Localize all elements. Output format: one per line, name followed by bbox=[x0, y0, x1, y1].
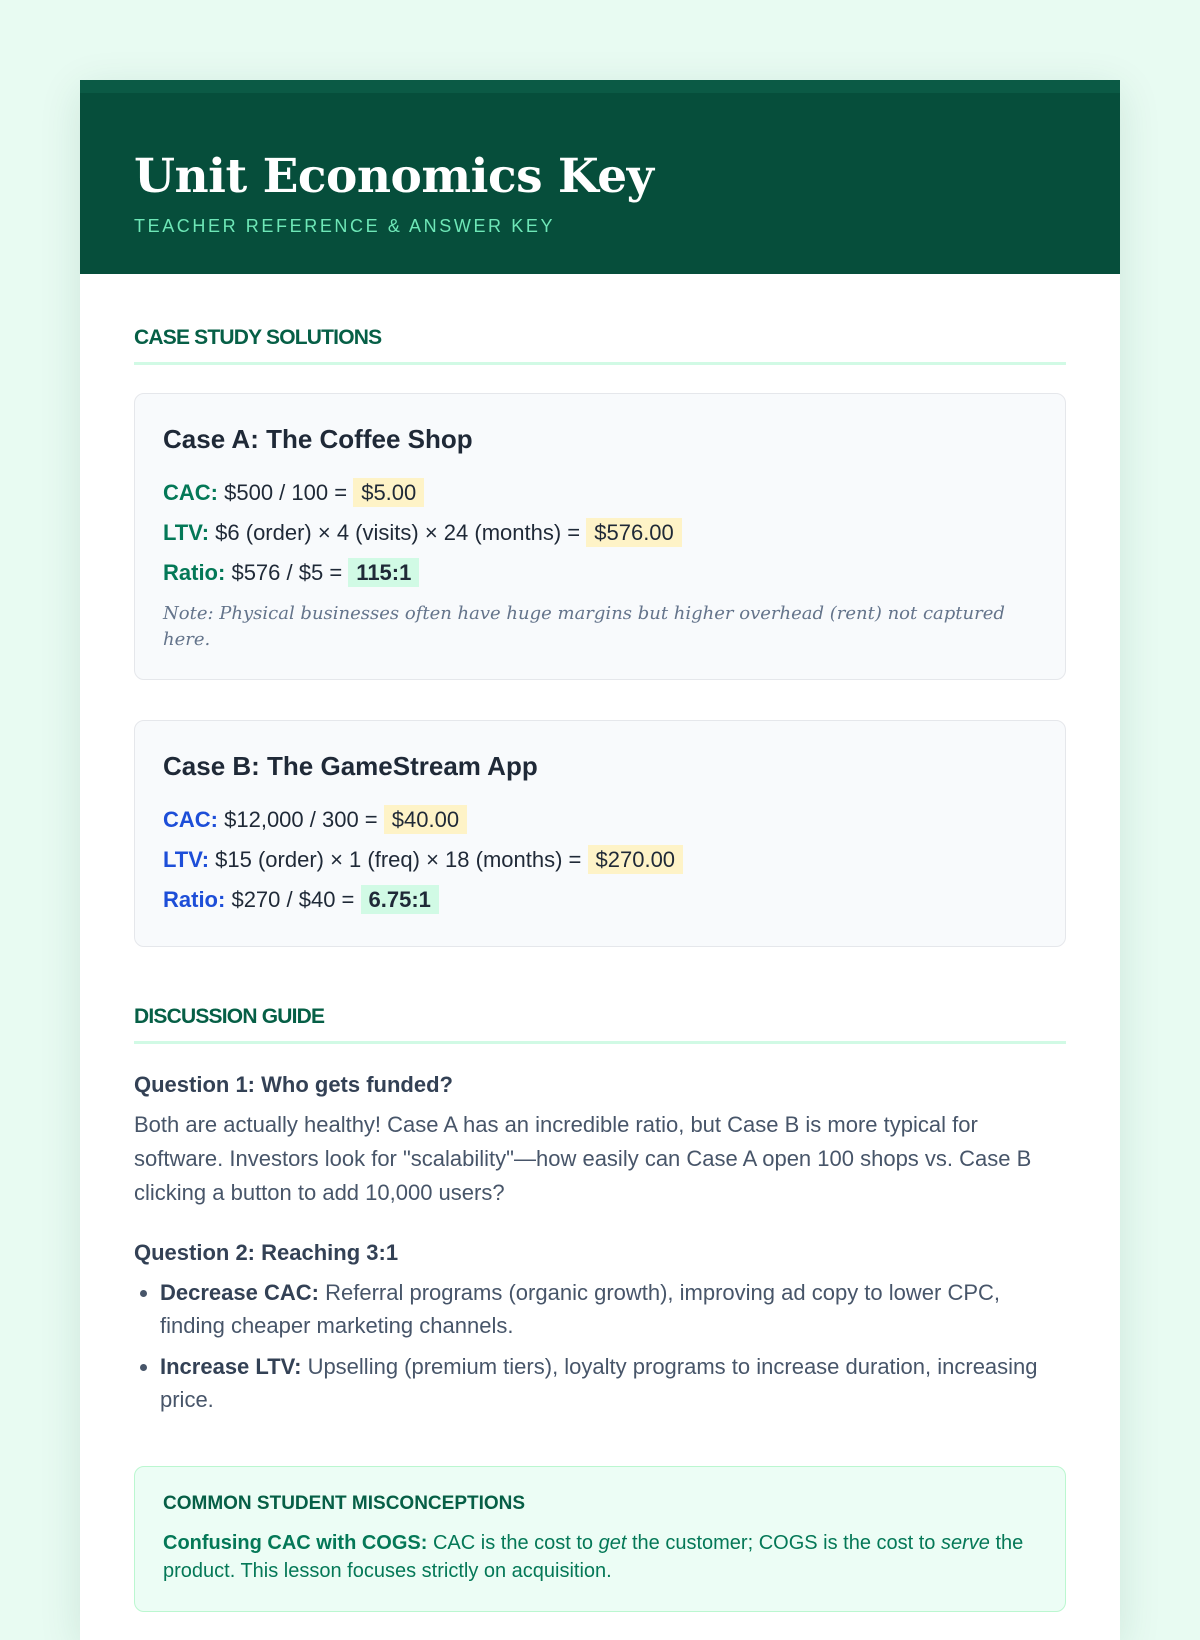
ratio-result: 6.75:1 bbox=[361, 885, 439, 914]
misconception-label: Confusing CAC with COGS: bbox=[163, 1532, 428, 1554]
cac-expression: $12,000 / 300 = bbox=[224, 807, 378, 832]
question-1-title: Question 1: Who gets funded? bbox=[134, 1072, 453, 1097]
list-item-label: Increase LTV: bbox=[160, 1354, 302, 1379]
ratio-label: Ratio: bbox=[163, 560, 226, 585]
case-a-ltv-line bbox=[163, 513, 1037, 553]
discussion-heading: DISCUSSION GUIDE bbox=[134, 1005, 1066, 1044]
cac-label: CAC: bbox=[163, 807, 218, 832]
ltv-expression: $15 (order) × 1 (freq) × 18 (months) = bbox=[215, 847, 582, 872]
ratio-expression: $270 / $40 = bbox=[231, 887, 355, 912]
case-b-title: Case B: The GameStream App bbox=[163, 751, 538, 781]
page-body bbox=[80, 274, 1120, 1612]
list-item-text: Referral programs (organic growth), improving ad copy to lower CPC, finding cheaper marketing channels. bbox=[160, 1280, 1001, 1338]
case-a-card bbox=[134, 393, 1066, 680]
misconceptions-text bbox=[163, 1529, 1037, 1585]
case-b-cac-line bbox=[163, 800, 1037, 840]
case-a-title: Case A: The Coffee Shop bbox=[163, 424, 473, 454]
list-item bbox=[160, 1276, 1066, 1342]
case-a-note: Note: Physical businesses often have huge margins but higher overhead (rent) not captured here. bbox=[163, 603, 1005, 650]
question-2-title: Question 2: Reaching 3:1 bbox=[134, 1240, 399, 1265]
list-item-label: Decrease CAC: bbox=[160, 1280, 319, 1305]
list-item bbox=[160, 1350, 1066, 1416]
misconception-text-3: the product. This lesson focuses strictly on acquisition. bbox=[163, 1532, 1024, 1582]
page-header bbox=[80, 80, 1120, 274]
case-a-cac-line bbox=[163, 473, 1037, 513]
question-1-answer: Both are actually healthy! Case A has an incredible ratio, but Case B is more typical for software. Investors look for "scalability"—how easily can Case A open 100 shops vs. Case B clicking a button to add 10,000 users? bbox=[134, 1112, 1032, 1205]
ltv-result: $576.00 bbox=[586, 518, 682, 547]
case-studies-heading: CASE STUDY SOLUTIONS bbox=[134, 326, 1066, 365]
list-item-text: Upselling (premium tiers), loyalty programs to increase duration, increasing price. bbox=[160, 1354, 1038, 1412]
page-title: Unit Economics Key bbox=[134, 149, 654, 204]
misconception-em-1: get bbox=[598, 1532, 627, 1554]
cac-label: CAC: bbox=[163, 480, 218, 505]
misconception-text-2: the customer; COGS is the cost to bbox=[631, 1532, 936, 1554]
cac-expression: $500 / 100 = bbox=[224, 480, 348, 505]
ratio-label: Ratio: bbox=[163, 887, 226, 912]
ltv-label: LTV: bbox=[163, 847, 210, 872]
question-2-list bbox=[134, 1276, 1066, 1416]
ratio-result: 115:1 bbox=[348, 558, 419, 587]
ltv-result: $270.00 bbox=[588, 845, 684, 874]
case-b-ltv-line bbox=[163, 840, 1037, 880]
ratio-expression: $576 / $5 = bbox=[231, 560, 343, 585]
misconceptions-callout bbox=[134, 1466, 1066, 1612]
cac-result: $40.00 bbox=[384, 805, 467, 834]
case-b-card bbox=[134, 720, 1066, 947]
cac-result: $5.00 bbox=[353, 478, 424, 507]
misconceptions-title: COMMON STUDENT MISCONCEPTIONS bbox=[163, 1493, 526, 1514]
ltv-expression: $6 (order) × 4 (visits) × 24 (months) = bbox=[215, 520, 581, 545]
misconception-em-2: serve bbox=[941, 1532, 990, 1554]
case-b-ratio-line bbox=[163, 880, 1037, 920]
page-subtitle: TEACHER REFERENCE & ANSWER KEY bbox=[134, 216, 556, 236]
case-a-ratio-line bbox=[163, 553, 1037, 593]
misconception-text-1: CAC is the cost to bbox=[432, 1532, 594, 1554]
ltv-label: LTV: bbox=[163, 520, 210, 545]
answer-key-page bbox=[80, 80, 1120, 1640]
